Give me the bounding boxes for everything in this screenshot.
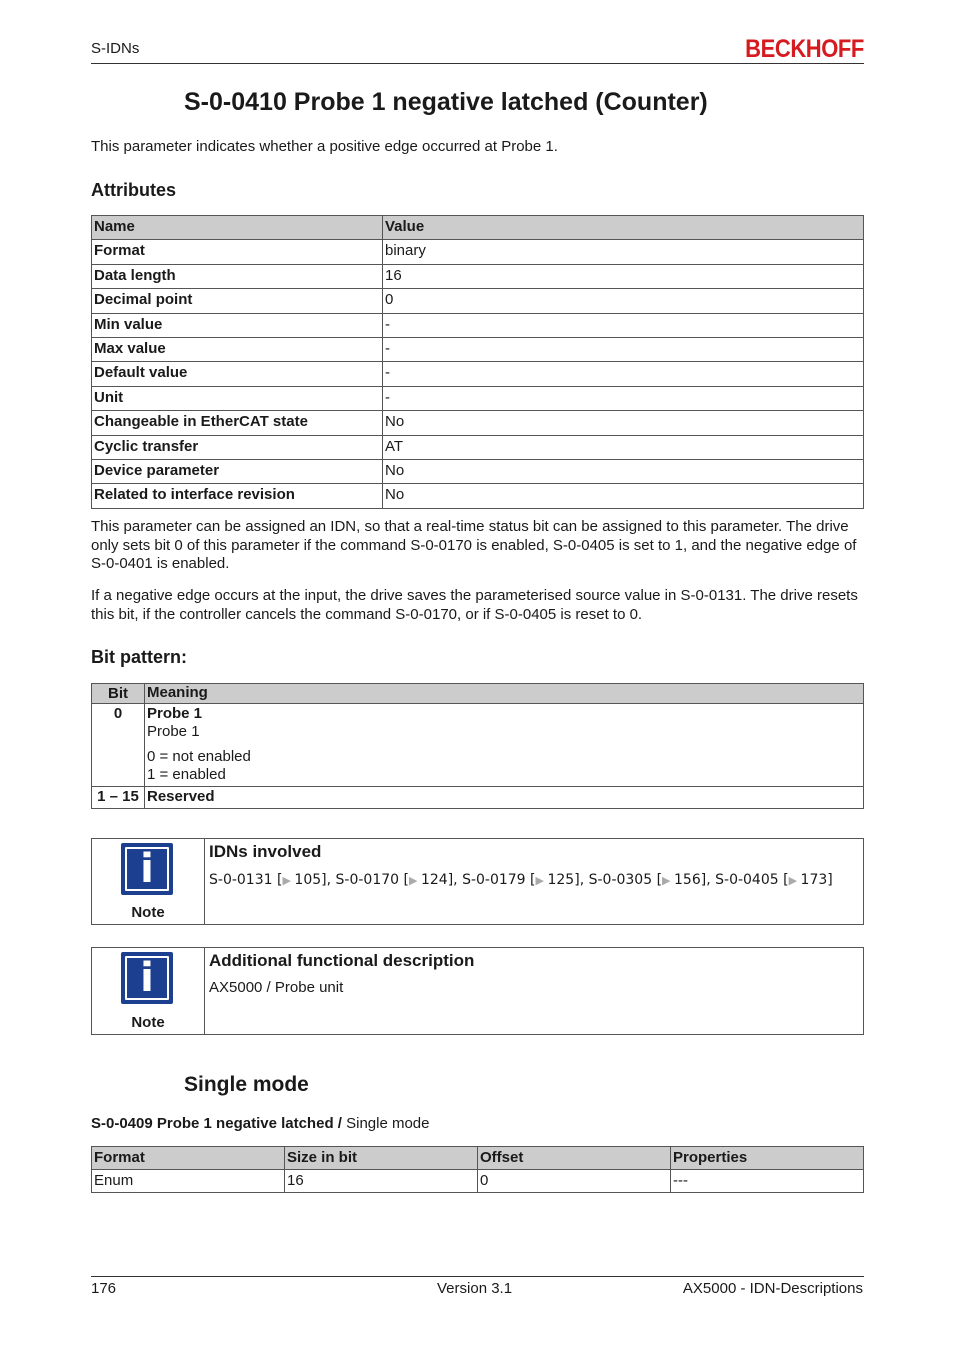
page-title: S-0-0410 Probe 1 negative latched (Counter) <box>184 88 708 116</box>
attribute-value-cell: No <box>383 411 864 435</box>
attribute-name-cell: Format <box>92 240 383 264</box>
single-mode-heading: Single mode <box>184 1073 309 1096</box>
table-row <box>92 787 864 809</box>
idn-link-page: 156 <box>674 872 701 888</box>
meaning-cell: Reserved <box>145 787 864 809</box>
page-number: 176 <box>91 1280 117 1297</box>
attribute-value-cell: AT <box>383 435 864 459</box>
note-label: Note <box>131 1014 165 1031</box>
attribute-name-cell: Changeable in EtherCAT state <box>92 411 383 435</box>
column-header-format: Format <box>92 1147 285 1170</box>
table-row <box>92 484 864 508</box>
attribute-value-cell: 16 <box>383 264 864 288</box>
table-row <box>92 240 864 264</box>
footer-divider <box>91 1276 864 1277</box>
link-arrow-icon: ▶ <box>282 874 295 887</box>
link-arrow-icon: ▶ <box>408 874 421 887</box>
idn-link-label: S-0-0405 <box>715 872 779 888</box>
attribute-name-cell: Device parameter <box>92 459 383 483</box>
link-arrow-icon: ▶ <box>535 874 548 887</box>
idn-link-label: S-0-0170 <box>335 872 400 888</box>
column-header-size: Size in bit <box>285 1147 478 1170</box>
meaning-value-0: 0 = not enabled <box>147 748 251 765</box>
attribute-value-cell: No <box>383 484 864 508</box>
meaning-title: Probe 1 <box>147 705 203 722</box>
table-row <box>92 264 864 288</box>
table-row <box>92 1170 864 1193</box>
attribute-name-cell: Min value <box>92 313 383 337</box>
idn-link-page: 173 <box>800 872 828 888</box>
table-row <box>92 362 864 386</box>
header-divider <box>91 63 864 64</box>
attribute-name-cell: Unit <box>92 386 383 410</box>
description-paragraph-1: This parameter can be assigned an IDN, so that a real-time status bit can be assigned to this parameter. The drive only sets bit 0 of this parameter if the command S-0-0170 is enabled, S-0-0405 is set to 1, and the negative edge of S-0-0401 is enabled. <box>91 518 857 572</box>
meaning-cell <box>145 704 864 787</box>
idn-link-label: S-0-0305 <box>588 872 653 888</box>
column-header-name: Name <box>92 216 383 240</box>
footer-document: AX5000 - IDN-Descriptions <box>682 1280 863 1297</box>
note-label: Note <box>131 904 165 921</box>
idn-link[interactable]: S-0-0131 [▶ 105] <box>209 872 327 888</box>
meaning-description: Probe 1 <box>147 723 200 740</box>
footer-version: Version 3.1 <box>437 1280 513 1297</box>
properties-cell: --- <box>671 1170 864 1193</box>
single-mode-table <box>91 1146 864 1193</box>
bit-pattern-heading: Bit pattern: <box>91 647 187 667</box>
idn-link-page: 105 <box>294 872 322 888</box>
bit-pattern-table <box>91 683 864 809</box>
link-arrow-icon: ▶ <box>788 874 801 887</box>
idn-link-page: 125 <box>547 872 575 888</box>
table-row <box>92 386 864 410</box>
attribute-value-cell: - <box>383 362 864 386</box>
attribute-value-cell: - <box>383 386 864 410</box>
table-row <box>92 313 864 337</box>
note-icon-column <box>92 948 205 1034</box>
attributes-table-body <box>92 240 864 508</box>
attributes-table <box>91 215 864 509</box>
idn-link-label: S-0-0179 <box>462 872 526 888</box>
table-row <box>92 704 864 787</box>
bit-cell: 1 – 15 <box>92 787 145 809</box>
attributes-heading: Attributes <box>91 180 176 200</box>
header-section: S-IDNs <box>91 40 140 57</box>
note-title: Additional functional description <box>209 951 475 970</box>
beckhoff-logo: BECKHOFF <box>745 35 864 63</box>
column-header-value: Value <box>383 216 864 240</box>
subtitle-bold: S-0-0409 Probe 1 negative latched / <box>91 1115 342 1132</box>
table-row <box>92 411 864 435</box>
note-box-functional <box>91 947 864 1035</box>
attribute-name-cell: Decimal point <box>92 289 383 313</box>
idn-link[interactable]: S-0-0305 [▶ 156] <box>588 872 707 888</box>
column-header-offset: Offset <box>478 1147 671 1170</box>
single-mode-subtitle <box>91 1115 430 1132</box>
info-icon: i <box>121 952 173 1004</box>
attribute-value-cell: No <box>383 459 864 483</box>
column-header-meaning: Meaning <box>145 684 864 704</box>
attribute-name-cell: Max value <box>92 337 383 361</box>
idn-links: S-0-0131 [▶ 105], S-0-0170 [▶ 124], S-0-0179 [▶ 125], S-0-0305 [▶ 156], S-0-0405 [▶ 173] <box>209 872 833 888</box>
info-icon: i <box>121 843 173 895</box>
meaning-value-1: 1 = enabled <box>147 766 226 783</box>
link-arrow-icon: ▶ <box>662 874 675 887</box>
note-title: IDNs involved <box>209 842 322 861</box>
bit-cell: 0 <box>92 704 145 787</box>
attribute-value-cell: - <box>383 313 864 337</box>
offset-cell: 0 <box>478 1170 671 1193</box>
table-row <box>92 459 864 483</box>
attribute-name-cell: Data length <box>92 264 383 288</box>
note-icon-column <box>92 839 205 924</box>
format-cell: Enum <box>92 1170 285 1193</box>
idn-link-page: 124 <box>420 872 448 888</box>
attribute-value-cell: 0 <box>383 289 864 313</box>
idn-link[interactable]: S-0-0405 [▶ 173] <box>715 872 833 888</box>
attribute-name-cell: Default value <box>92 362 383 386</box>
column-header-properties: Properties <box>671 1147 864 1170</box>
table-row <box>92 289 864 313</box>
table-row <box>92 337 864 361</box>
idn-link[interactable]: S-0-0170 [▶ 124] <box>335 872 454 888</box>
table-row <box>92 435 864 459</box>
idn-link-label: S-0-0131 <box>209 872 273 888</box>
attribute-name-cell: Related to interface revision <box>92 484 383 508</box>
intro-text: This parameter indicates whether a positive edge occurred at Probe 1. <box>91 138 558 155</box>
idn-link[interactable]: S-0-0179 [▶ 125] <box>462 872 580 888</box>
subtitle-rest: Single mode <box>341 1115 430 1132</box>
attribute-value-cell: - <box>383 337 864 361</box>
note-text: AX5000 / Probe unit <box>209 979 344 996</box>
attribute-value-cell: binary <box>383 240 864 264</box>
attribute-name-cell: Cyclic transfer <box>92 435 383 459</box>
size-cell: 16 <box>285 1170 478 1193</box>
note-box-idns <box>91 838 864 925</box>
description-paragraph-2: If a negative edge occurs at the input, the drive saves the parameterised source value in S-0-0131. The drive resets this bit, if the controller cancels the command S-0-0170, or if S-0-0405 is reset to 0. <box>91 587 858 623</box>
column-header-bit: Bit <box>92 684 145 704</box>
